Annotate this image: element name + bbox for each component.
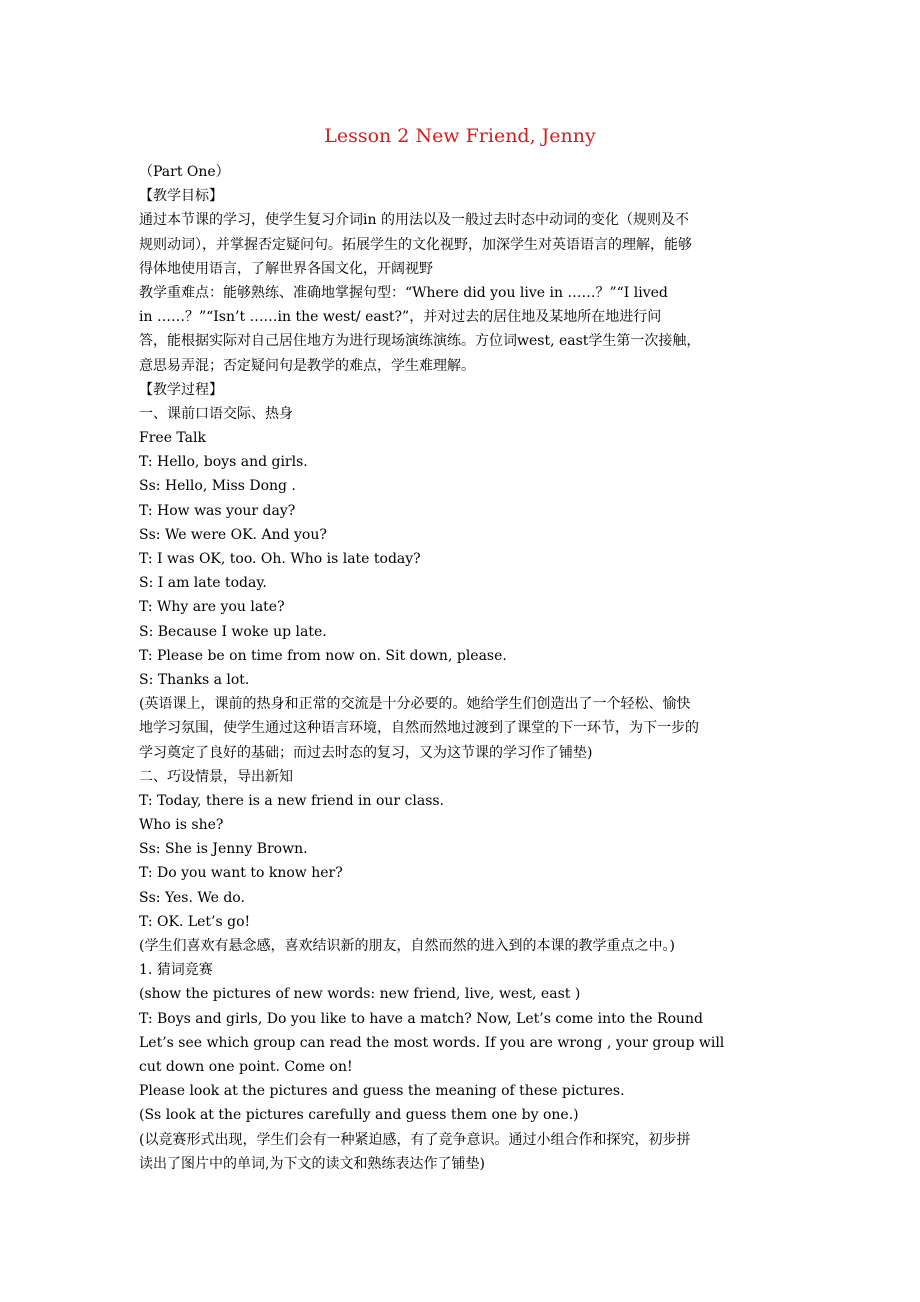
text-line: 二、巧设情景，导出新知 [139, 768, 293, 785]
text-line: in ……？”“Isn’t ……in the west/ east?”，并对过去的居住地及某地所在地进行问 [139, 309, 662, 326]
text-line: T: Hello, boys and girls. [139, 454, 308, 471]
text-line: 地学习氛围，使学生通过这种语言环境，自然而然地过渡到了课堂的下一环节，为下一步的 [139, 720, 699, 737]
text-line: T: OK. Let’s go! [139, 913, 251, 930]
text-line: (学生们喜欢有悬念感，喜欢结识新的朋友，自然而然的进入到的本课的教学重点之中。) [139, 938, 675, 954]
text-line: 教学重难点：能够熟练、准确地掌握句型：“Where did you live in ……？”“I lived [139, 284, 668, 301]
text-line: 通过本节课的学习，使学生复习介词in 的用法以及一般过去时态中动词的变化（规则及不 [139, 212, 689, 229]
text-line: 【教学目标】 [139, 188, 223, 205]
text-line: S: Because I woke up late. [139, 623, 327, 640]
text-line: cut down one point. Come on! [139, 1058, 353, 1075]
text-line: S: I am late today. [139, 575, 267, 592]
text-line: 1. 猜词竞赛 [139, 962, 213, 979]
text-line: 读出了图片中的单词,为下文的读文和熟练表达作了铺垫) [139, 1155, 485, 1172]
text-line: Ss: Hello, Miss Dong . [139, 478, 296, 495]
text-line: 学习奠定了良好的基础；而过去时态的复习，又为这节课的学习作了铺垫) [139, 744, 593, 761]
text-line: (Ss look at the pictures carefully and guess them one by one.) [139, 1107, 579, 1124]
text-line: Ss: We were OK. And you? [139, 526, 327, 543]
text-line: T: I was OK, too. Oh. Who is late today? [139, 551, 421, 567]
text-line: 答，能根据实际对自己居住地方为进行现场演练演练。方位词west, east学生第一次接触， [139, 333, 701, 350]
text-line: T: Boys and girls, Do you like to have a match? Now, Let’s come into the Round [139, 1010, 704, 1027]
text-line: (英语课上，课前的热身和正常的交流是十分必要的。她给学生们创造出了一个轻松、愉快 [139, 696, 691, 713]
text-line: T: Please be on time from now on. Sit down, please. [139, 647, 507, 664]
lesson-title: Lesson 2 New Friend, Jenny [324, 125, 596, 147]
text-line: 一、课前口语交际、热身 [139, 405, 293, 422]
text-line: T: Do you want to know her? [139, 865, 343, 882]
text-line: Ss: She is Jenny Brown. [139, 841, 308, 858]
text-line: 得体地使用语言，了解世界各国文化，开阔视野 [139, 260, 433, 277]
text-line: （Part One） [139, 164, 230, 180]
text-line: (以竞赛形式出现，学生们会有一种紧迫感，有了竞争意识。通过小组合作和探究，初步拼 [139, 1131, 691, 1148]
text-line: Let’s see which group can read the most words. If you are wrong , your group will [139, 1034, 725, 1051]
text-line: T: Why are you late? [139, 599, 285, 616]
text-line: T: How was your day? [139, 502, 296, 519]
text-line: Free Talk [139, 430, 206, 447]
text-line: (show the pictures of new words: new friend, live, west, east ) [139, 986, 581, 1003]
text-line: 规则动词），并掌握否定疑问句。拓展学生的文化视野，加深学生对英语语言的理解，能够 [139, 236, 692, 253]
text-line: Please look at the pictures and guess the meaning of these pictures. [139, 1083, 625, 1100]
text-line: 意思易弄混；否定疑问句是教学的难点，学生难理解。 [139, 357, 475, 374]
text-line: 【教学过程】 [139, 381, 223, 398]
text-line: Ss: Yes. We do. [139, 889, 245, 906]
text-line: Who is she? [139, 817, 224, 834]
text-line: T: Today, there is a new friend in our class. [139, 792, 445, 809]
lesson-body [139, 160, 811, 1176]
text-line: S: Thanks a lot. [139, 671, 250, 688]
